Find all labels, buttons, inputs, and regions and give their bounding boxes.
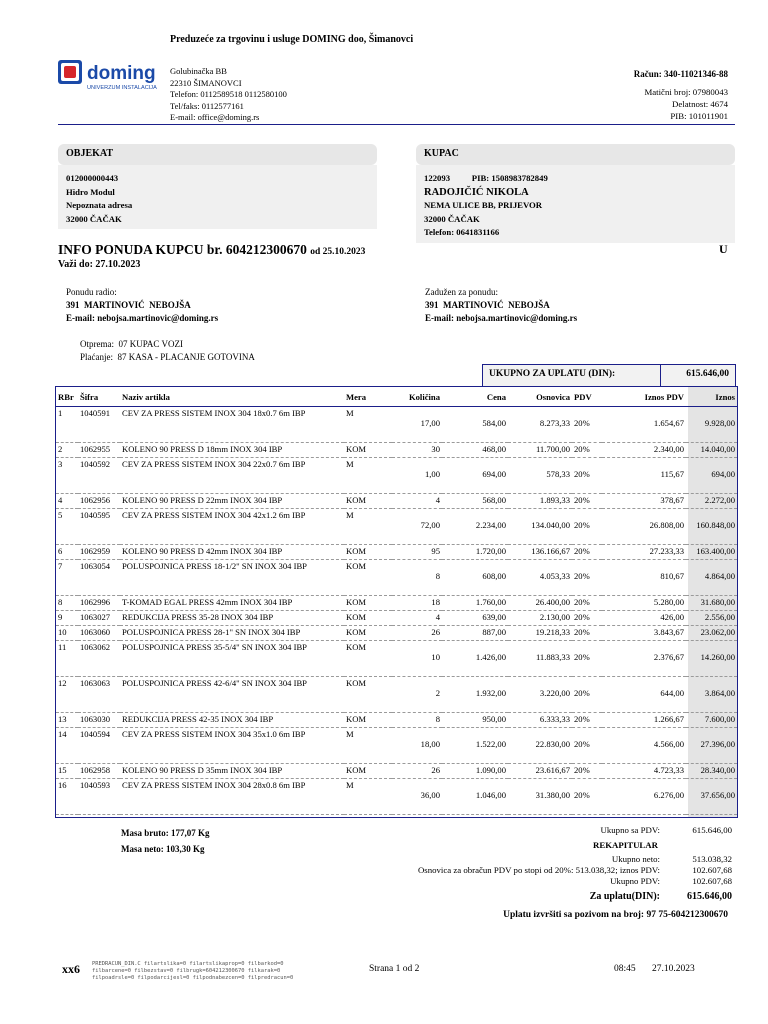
cell-rbr: 14 xyxy=(56,728,78,764)
cell-cena: 639,00 xyxy=(442,611,508,626)
cell-iznos: 27.396,00 xyxy=(686,728,737,764)
cell-naziv: POLUSPOJNICA PRESS 28-1" SN INOX 304 IBP xyxy=(120,626,344,641)
cell-naziv: KOLENO 90 PRESS D 22mm INOX 304 IBP xyxy=(120,494,344,509)
cell-naziv: POLUSPOJNICA PRESS 35-5/4" SN INOX 304 IBP xyxy=(120,641,344,677)
cell-rbr: 5 xyxy=(56,509,78,545)
cell-osnovica: 1.893,33 xyxy=(508,494,572,509)
cell-cena: 468,00 xyxy=(442,443,508,458)
print-time: 08:45 xyxy=(614,964,636,974)
objekat-line: 012000000443 xyxy=(66,173,119,183)
cell-cena: 887,00 xyxy=(442,626,508,641)
cell-pdv: 20% xyxy=(572,545,602,560)
summary-neto-row xyxy=(418,854,732,865)
cell-pdv: 20% xyxy=(572,407,602,443)
cell-pdv: 20% xyxy=(572,779,602,815)
cell-mera: KOM xyxy=(344,641,392,677)
logo-tagline: UNIVERZUM INSTALACIJA xyxy=(87,85,157,91)
summary-pdv-label: Ukupno PDV: xyxy=(610,876,660,887)
rekapitular-heading: REKAPITULAR xyxy=(592,840,658,851)
cell-iznos: 28.340,00 xyxy=(686,764,737,779)
cell-pdv: 20% xyxy=(572,611,602,626)
address-line: Tel/faks: 0112577161 xyxy=(170,100,244,111)
cell-pdv xyxy=(572,815,602,819)
cell-osnovica: 31.380,00 xyxy=(508,779,572,815)
cell-cena: 568,00 xyxy=(442,494,508,509)
cell-rbr: 15 xyxy=(56,764,78,779)
cell-kolicina: 17,00 xyxy=(392,407,442,443)
cell-iznos-pdv xyxy=(602,815,686,819)
cell-iznos: 9.928,00 xyxy=(686,407,737,443)
cell-mera: M xyxy=(344,458,392,494)
col-header-iznos: Iznos xyxy=(686,387,737,407)
cell-pdv: 20% xyxy=(572,764,602,779)
cell-iznos-pdv: 2.340,00 xyxy=(602,443,686,458)
table-row xyxy=(56,494,737,509)
cell-iznos xyxy=(686,815,737,819)
cell-pdv: 20% xyxy=(572,596,602,611)
cell-kolicina: 95 xyxy=(392,545,442,560)
objekat-box xyxy=(58,144,377,229)
assigned-to-label: Zadužen za ponudu: xyxy=(425,287,498,297)
cell-iznos-pdv: 644,00 xyxy=(602,677,686,713)
cell-rbr: 16 xyxy=(56,779,78,815)
address-line: Telefon: 0112589518 0112580100 xyxy=(170,89,287,100)
cell-sifra: 1040593 xyxy=(78,779,120,815)
footer-filter-info xyxy=(92,961,352,982)
cell-mera: M xyxy=(344,407,392,443)
summary-block xyxy=(418,825,732,903)
cell-iznos: 37.656,00 xyxy=(686,779,737,815)
objekat-header: OBJEKAT xyxy=(58,144,377,165)
cell-mera: M xyxy=(344,509,392,545)
table-row xyxy=(56,458,737,494)
offer-number: INFO PONUDA KUPCU br. 604212300670 xyxy=(58,242,307,257)
footer-code: xx6 xyxy=(62,962,80,976)
cell-pdv: 20% xyxy=(572,641,602,677)
total-to-pay-label: UKUPNO ZA UPLATU (DIN): xyxy=(489,369,616,379)
cell-osnovica: 2.130,00 xyxy=(508,611,572,626)
items-table-frame xyxy=(55,386,738,818)
cell-cena: 1.090,00 xyxy=(442,764,508,779)
cell-iznos-pdv: 27.233,33 xyxy=(602,545,686,560)
cell-iznos: 31.680,00 xyxy=(686,596,737,611)
cell-kolicina: 18 xyxy=(392,596,442,611)
cell-mera: M xyxy=(344,728,392,764)
kupac-line: 32000 ČAČAK xyxy=(424,213,480,224)
header-divider xyxy=(58,124,735,125)
cell-naziv: CEV ZA PRESS SISTEM INOX 304 35x1.0 6m IBP xyxy=(120,728,344,764)
cell-naziv xyxy=(120,815,344,819)
cell-rbr: 3 xyxy=(56,458,78,494)
assigned-to xyxy=(425,286,577,325)
total-to-pay-box xyxy=(482,364,736,387)
cell-kolicina xyxy=(392,815,442,819)
cell-cena: 608,00 xyxy=(442,560,508,596)
cell-osnovica: 11.700,00 xyxy=(508,443,572,458)
col-header-sifra: Šifra xyxy=(78,387,120,407)
cell-kolicina: 4 xyxy=(392,611,442,626)
footer-filter-line: filpoadrsle=0 filpodarcijesl=0 filpodnabezcen=0 filpredracun=0 xyxy=(92,975,294,981)
table-row xyxy=(56,509,737,545)
cell-kolicina: 8 xyxy=(392,713,442,728)
table-row xyxy=(56,626,737,641)
table-row xyxy=(56,677,737,713)
cell-iznos-pdv: 3.843,67 xyxy=(602,626,686,641)
cell-osnovica: 4.053,33 xyxy=(508,560,572,596)
cell-naziv: CEV ZA PRESS SISTEM INOX 304 22x0.7 6m IBP xyxy=(120,458,344,494)
cell-sifra: 1062959 xyxy=(78,545,120,560)
cell-mera: KOM xyxy=(344,626,392,641)
mass-bruto: Masa bruto: 177,07 Kg xyxy=(121,828,210,838)
cell-pdv: 20% xyxy=(572,458,602,494)
cell-kolicina: 4 xyxy=(392,494,442,509)
cell-kolicina: 10 xyxy=(392,641,442,677)
cell-naziv: CEV ZA PRESS SISTEM INOX 304 42x1.2 6m IBP xyxy=(120,509,344,545)
table-row xyxy=(56,596,737,611)
cell-rbr: 6 xyxy=(56,545,78,560)
cell-kolicina: 26 xyxy=(392,626,442,641)
cell-sifra: 1063054 xyxy=(78,560,120,596)
cell-naziv: POLUSPOJNICA PRESS 42-6/4" SN INOX 304 IBP xyxy=(120,677,344,713)
table-row xyxy=(56,611,737,626)
objekat-line: 32000 ČAČAK xyxy=(66,213,122,224)
prepared-by-label: Ponudu radio: xyxy=(66,287,117,297)
cell-iznos-pdv: 1.266,67 xyxy=(602,713,686,728)
cell-rbr: 8 xyxy=(56,596,78,611)
company-address xyxy=(170,66,287,124)
cell-sifra: 1063062 xyxy=(78,641,120,677)
cell-osnovica: 3.220,00 xyxy=(508,677,572,713)
cell-mera: KOM xyxy=(344,596,392,611)
cell-iznos: 694,00 xyxy=(686,458,737,494)
col-header-cena: Cena xyxy=(442,387,508,407)
cell-pdv: 20% xyxy=(572,677,602,713)
offer-date: od 25.10.2023 xyxy=(310,247,366,257)
cell-rbr: 13 xyxy=(56,713,78,728)
cell-rbr: 1 xyxy=(56,407,78,443)
cell-osnovica: 11.883,33 xyxy=(508,641,572,677)
summary-total-value: 615.646,00 xyxy=(692,825,732,835)
cell-sifra: 1040595 xyxy=(78,509,120,545)
kupac-id-pib: 122093 PIB: 1508983782849 xyxy=(424,173,548,183)
objekat-line: Nepoznata adresa xyxy=(66,200,133,211)
cell-osnovica: 22.830,00 xyxy=(508,728,572,764)
kupac-box xyxy=(416,144,735,243)
summary-pdv-row xyxy=(418,876,732,887)
cell-kolicina: 8 xyxy=(392,560,442,596)
cell-naziv: REDUKCIJA PRESS 35-28 INOX 304 IBP xyxy=(120,611,344,626)
cell-mera: KOM xyxy=(344,560,392,596)
cell-iznos: 163.400,00 xyxy=(686,545,737,560)
cell-pdv: 20% xyxy=(572,509,602,545)
cell-iznos: 2.556,00 xyxy=(686,611,737,626)
cell-cena: 1.720,00 xyxy=(442,545,508,560)
cell-kolicina: 30 xyxy=(392,443,442,458)
cell-rbr: 12 xyxy=(56,677,78,713)
objekat-line: Hidro Modul xyxy=(66,186,115,197)
cell-iznos-pdv: 4.566,00 xyxy=(602,728,686,764)
page-indicator: Strana 1 od 2 xyxy=(369,964,420,974)
cell-iznos: 3.864,00 xyxy=(686,677,737,713)
cell-rbr: 7 xyxy=(56,560,78,596)
summary-osnovica-value: 102.607,68 xyxy=(692,864,732,875)
cell-rbr: 11 xyxy=(56,641,78,677)
cell-naziv: KOLENO 90 PRESS D 42mm INOX 304 IBP xyxy=(120,545,344,560)
cell-mera: M xyxy=(344,779,392,815)
cell-sifra: 1063027 xyxy=(78,611,120,626)
cell-mera: KOM xyxy=(344,713,392,728)
col-header-pdv: PDV xyxy=(572,387,602,407)
cell-kolicina: 36,00 xyxy=(392,779,442,815)
offer-flag: U xyxy=(719,242,728,256)
cell-iznos-pdv: 1.654,67 xyxy=(602,407,686,443)
total-to-pay-value: 615.646,00 xyxy=(686,369,729,379)
cell-rbr xyxy=(56,815,78,819)
items-table xyxy=(56,387,737,818)
col-header-osnovica: Osnovica xyxy=(508,387,572,407)
cell-cena: 1.522,00 xyxy=(442,728,508,764)
cell-sifra: 1062956 xyxy=(78,494,120,509)
cell-rbr: 2 xyxy=(56,443,78,458)
payment-reference: Uplatu izvršiti sa pozivom na broj: 97 75-604212300670 xyxy=(503,910,728,920)
summary-final-row xyxy=(418,891,732,902)
mass-neto: Masa neto: 103,30 Kg xyxy=(121,844,205,854)
cell-sifra: 1062996 xyxy=(78,596,120,611)
cell-cena xyxy=(442,815,508,819)
table-row xyxy=(56,641,737,677)
summary-total-label: Ukupno sa PDV: xyxy=(600,825,660,835)
cell-sifra: 1063030 xyxy=(78,713,120,728)
cell-kolicina: 2 xyxy=(392,677,442,713)
cell-iznos: 14.260,00 xyxy=(686,641,737,677)
address-line: Golubinačka BB xyxy=(170,66,227,76)
assigned-to-email[interactable]: E-mail: nebojsa.martinovic@doming.rs xyxy=(425,313,578,323)
bank-account: Račun: 340-11021346-88 xyxy=(633,69,728,79)
table-row xyxy=(56,407,737,443)
cell-pdv: 20% xyxy=(572,626,602,641)
summary-osnovica-label: Osnovica za obračun PDV po stopi od 20%: 513.038,32; iznos PDV: xyxy=(417,864,660,875)
cell-cena: 950,00 xyxy=(442,713,508,728)
offer-valid-until: Važi do: 27.10.2023 xyxy=(58,259,141,270)
cell-iznos: 14.040,00 xyxy=(686,443,737,458)
table-row xyxy=(56,764,737,779)
cell-osnovica: 6.333,33 xyxy=(508,713,572,728)
cell-sifra: 1063060 xyxy=(78,626,120,641)
cell-mera: KOM xyxy=(344,764,392,779)
mass-info xyxy=(121,825,210,857)
cell-osnovica: 136.166,67 xyxy=(508,545,572,560)
cell-mera: KOM xyxy=(344,494,392,509)
cell-cena: 1.046,00 xyxy=(442,779,508,815)
cell-iznos-pdv: 6.276,00 xyxy=(602,779,686,815)
cell-sifra: 1063063 xyxy=(78,677,120,713)
table-row xyxy=(56,560,737,596)
cell-iznos-pdv: 5.280,00 xyxy=(602,596,686,611)
table-row xyxy=(56,779,737,815)
cell-osnovica: 578,33 xyxy=(508,458,572,494)
prepared-by-email[interactable]: E-mail: nebojsa.martinovic@doming.rs xyxy=(66,313,219,323)
cell-iznos-pdv: 2.376,67 xyxy=(602,641,686,677)
cell-sifra: 1062958 xyxy=(78,764,120,779)
footer-filter-line: PREDRACUN_DIN.C filartslika=0 filartslikaprop=0 filbarkod=0 xyxy=(92,961,284,967)
cell-osnovica: 23.616,67 xyxy=(508,764,572,779)
cell-mera: KOM xyxy=(344,611,392,626)
cell-rbr: 9 xyxy=(56,611,78,626)
kupac-line: NEMA ULICE BB, PRIJEVOR xyxy=(424,200,543,211)
cell-cena: 1.760,00 xyxy=(442,596,508,611)
summary-final-value: 615.646,00 xyxy=(687,891,732,903)
cell-cena: 584,00 xyxy=(442,407,508,443)
cell-naziv: T-KOMAD EGAL PRESS 42mm INOX 304 IBP xyxy=(120,596,344,611)
cell-cena: 694,00 xyxy=(442,458,508,494)
delatnost: Delatnost: 4674 xyxy=(672,99,728,109)
cell-iznos-pdv: 26.808,00 xyxy=(602,509,686,545)
summary-pdv-value: 102.607,68 xyxy=(692,876,732,887)
cell-sifra: 1040591 xyxy=(78,407,120,443)
offer-title xyxy=(58,242,365,258)
cell-sifra: 1062955 xyxy=(78,443,120,458)
col-header-naziv: Naziv artikla xyxy=(120,387,344,407)
cell-iznos: 23.062,00 xyxy=(686,626,737,641)
prepared-by xyxy=(66,286,218,325)
cell-cena: 1.426,00 xyxy=(442,641,508,677)
table-row xyxy=(56,443,737,458)
summary-neto-label: Ukupno neto: xyxy=(611,853,660,864)
cell-naziv: CEV ZA PRESS SISTEM INOX 304 28x0.8 6m IBP xyxy=(120,779,344,815)
summary-total-row xyxy=(418,825,732,836)
cell-iznos-pdv: 4.723,33 xyxy=(602,764,686,779)
summary-neto-value: 513.038,32 xyxy=(692,853,732,864)
cell-iznos-pdv: 810,67 xyxy=(602,560,686,596)
col-header-kolicina: Količina xyxy=(392,387,442,407)
cell-mera: KOM xyxy=(344,443,392,458)
col-header-rbr: RBr xyxy=(56,387,78,407)
cell-osnovica xyxy=(508,815,572,819)
cell-pdv: 20% xyxy=(572,728,602,764)
cell-iznos: 4.864,00 xyxy=(686,560,737,596)
objekat-body xyxy=(58,165,377,229)
total-separator xyxy=(660,365,661,386)
cell-osnovica: 8.273,33 xyxy=(508,407,572,443)
cell-cena: 2.234,00 xyxy=(442,509,508,545)
cell-kolicina: 18,00 xyxy=(392,728,442,764)
cell-pdv: 20% xyxy=(572,494,602,509)
cell-rbr: 10 xyxy=(56,626,78,641)
address-line: E-mail: office@doming.rs xyxy=(170,112,260,123)
doming-logo xyxy=(58,58,165,98)
cell-osnovica: 134.040,00 xyxy=(508,509,572,545)
cell-naziv: CEV ZA PRESS SISTEM INOX 304 18x0.7 6m IBP xyxy=(120,407,344,443)
cell-kolicina: 26 xyxy=(392,764,442,779)
table-row xyxy=(56,545,737,560)
table-row xyxy=(56,815,737,819)
cell-kolicina: 72,00 xyxy=(392,509,442,545)
maticni-broj: Matični broj: 07980043 xyxy=(644,87,728,97)
shipping-info xyxy=(80,338,255,364)
table-row xyxy=(56,728,737,764)
cell-iznos: 2.272,00 xyxy=(686,494,737,509)
col-header-mera: Mera xyxy=(344,387,392,407)
cell-pdv: 20% xyxy=(572,560,602,596)
footer-filter-line: filbarcene=0 filbezstav=0 filbrugk=604212300670 filkarak=0 xyxy=(92,968,281,974)
summary-final-label: Za uplatu(DIN): xyxy=(589,891,660,903)
table-row xyxy=(56,713,737,728)
cell-mera: KOM xyxy=(344,545,392,560)
assigned-to-person: 391 MARTINOVIĆ NEBOJŠA xyxy=(425,300,550,310)
placanje: Plaćanje: 87 KASA - PLACANJE GOTOVINA xyxy=(80,352,255,362)
cell-naziv: KOLENO 90 PRESS D 18mm INOX 304 IBP xyxy=(120,443,344,458)
kupac-body xyxy=(416,165,735,243)
kupac-header: KUPAC xyxy=(416,144,735,165)
cell-kolicina: 1,00 xyxy=(392,458,442,494)
cell-osnovica: 19.218,33 xyxy=(508,626,572,641)
cell-naziv: REDUKCIJA PRESS 42-35 INOX 304 IBP xyxy=(120,713,344,728)
logo-wordmark: doming xyxy=(87,63,156,84)
col-header-iznos-pdv: Iznos PDV xyxy=(602,387,686,407)
cell-iznos-pdv: 378,67 xyxy=(602,494,686,509)
cell-naziv: KOLENO 90 PRESS D 35mm INOX 304 IBP xyxy=(120,764,344,779)
summary-osnovica-row xyxy=(418,865,732,876)
cell-iznos-pdv: 115,67 xyxy=(602,458,686,494)
print-date: 27.10.2023 xyxy=(652,964,695,974)
cell-iznos: 160.848,00 xyxy=(686,509,737,545)
cell-sifra: 1040592 xyxy=(78,458,120,494)
cell-osnovica: 26.400,00 xyxy=(508,596,572,611)
cell-cena: 1.932,00 xyxy=(442,677,508,713)
cell-rbr: 4 xyxy=(56,494,78,509)
cell-sifra xyxy=(78,815,120,819)
otprema: Otprema: 07 KUPAC VOZI xyxy=(80,339,183,349)
cell-pdv: 20% xyxy=(572,443,602,458)
prepared-by-person: 391 MARTINOVIĆ NEBOJŠA xyxy=(66,300,191,310)
kupac-line: Telefon: 0641831166 xyxy=(424,227,500,238)
cell-mera xyxy=(344,815,392,819)
cell-sifra: 1040594 xyxy=(78,728,120,764)
cell-iznos: 7.600,00 xyxy=(686,713,737,728)
cell-naziv: POLUSPOJNICA PRESS 18-1/2" SN INOX 304 IBP xyxy=(120,560,344,596)
address-line: 22310 ŠIMANOVCI xyxy=(170,77,242,88)
company-registry xyxy=(634,68,728,122)
cell-iznos-pdv: 426,00 xyxy=(602,611,686,626)
cell-pdv: 20% xyxy=(572,713,602,728)
pib: PIB: 101011901 xyxy=(670,111,728,121)
cell-mera: KOM xyxy=(344,677,392,713)
table-header-row xyxy=(56,387,737,407)
kupac-name: RADOJIČIĆ NIKOLA xyxy=(424,186,529,198)
company-title: Preduzeće za trgovinu i usluge DOMING doo, Šimanovci xyxy=(170,34,414,45)
